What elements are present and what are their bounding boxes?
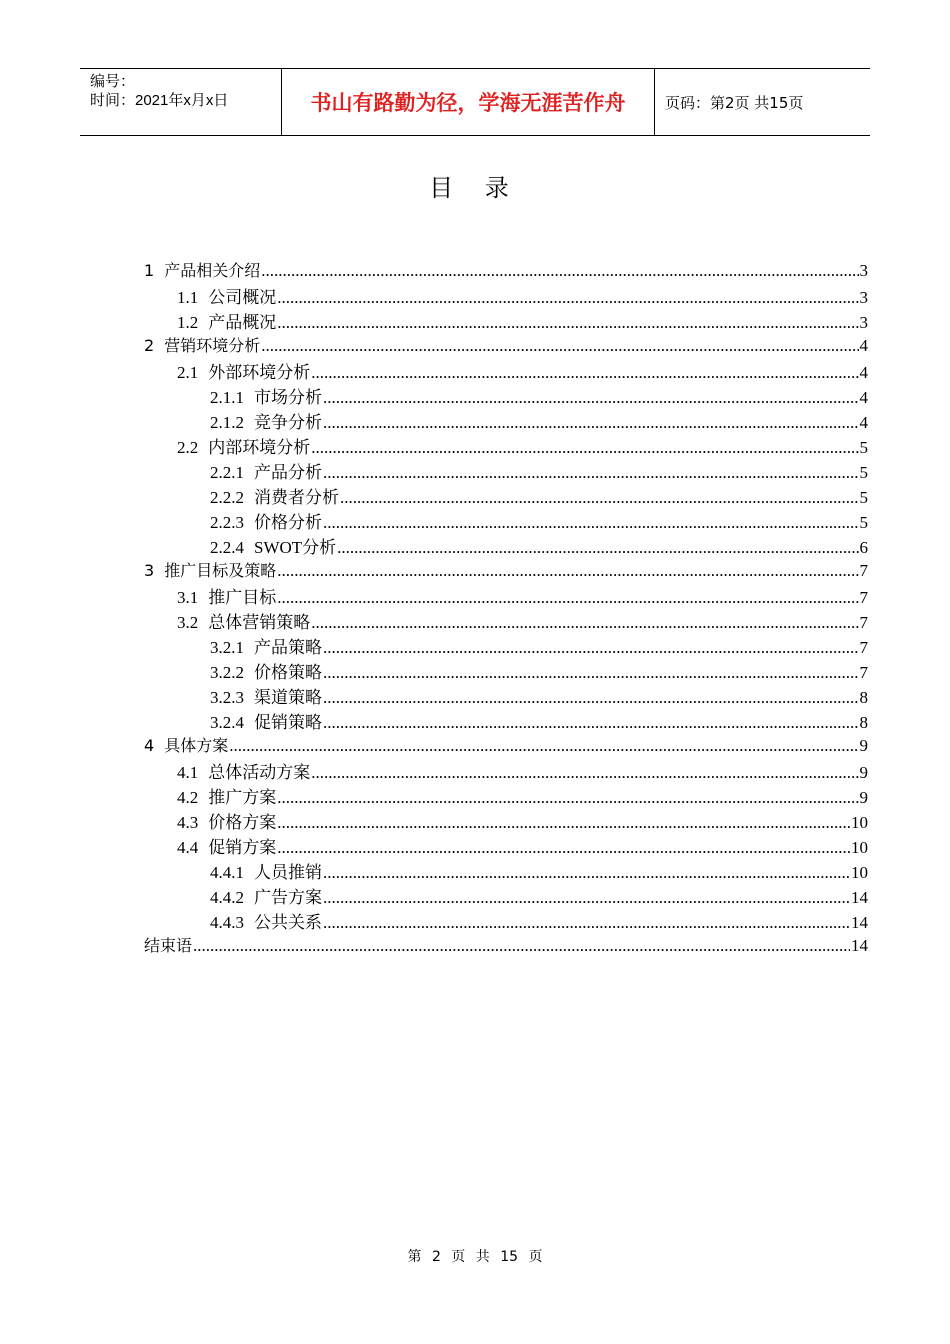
toc-entry-page: 10 [851, 813, 868, 832]
toc-entry-page: 9 [859, 763, 868, 782]
toc-entry-number: 3.2 [177, 613, 199, 632]
toc-dot-leader [323, 463, 859, 483]
toc-entry-title: 产品相关介绍 [164, 261, 261, 280]
toc-entry-number: 2.2.2 [210, 488, 244, 507]
toc-dot-leader [261, 336, 858, 356]
toc-entry-number: 3.2.4 [210, 713, 244, 732]
toc-entry-page: 10 [851, 863, 868, 882]
toc-entry-page: 7 [859, 613, 868, 632]
toc-entry-title: 广告方案 [254, 888, 322, 907]
toc-dot-leader [323, 413, 859, 433]
page-header [80, 68, 870, 136]
toc-entry-number: 2 [144, 336, 155, 355]
toc-entry-number: 2.2.3 [210, 513, 244, 532]
toc-entry-title: 产品分析 [254, 463, 322, 482]
header-motto: 书山有路勤为径，学海无涯苦作舟 [282, 69, 655, 135]
toc-entry-title: 促销策略 [254, 713, 322, 732]
toc-entry-page: 7 [859, 663, 868, 682]
toc-entry-title: 外部环境分析 [208, 363, 311, 382]
toc-entry-number: 3.2.1 [210, 638, 244, 657]
toc-entry-page: 4 [859, 336, 868, 355]
toc-entry-number: 2.2 [177, 438, 199, 457]
toc-entry[interactable] [144, 533, 868, 558]
toc-entry[interactable] [144, 933, 868, 958]
toc-dot-leader [277, 561, 858, 581]
toc-entry-page: 9 [859, 788, 868, 807]
toc-entry-title: 结束语 [144, 936, 193, 955]
toc-entry[interactable] [144, 858, 868, 883]
toc-entry-page: 7 [859, 638, 868, 657]
toc-entry[interactable] [144, 308, 868, 333]
toc-entry-number: 4.2 [177, 788, 199, 807]
toc-dot-leader [277, 838, 850, 858]
toc-entry-title: 营销环境分析 [164, 336, 261, 355]
toc-dot-leader [323, 713, 859, 733]
toc-entry-page: 4 [859, 413, 868, 432]
toc-entry-page: 5 [859, 488, 868, 507]
header-time-label: 时间：2021年x月x日 [90, 92, 229, 109]
toc-dot-leader [311, 763, 858, 783]
toc-entry-number: 2.1 [177, 363, 199, 382]
toc-entry-number: 3.2.3 [210, 688, 244, 707]
toc-entry[interactable] [144, 458, 868, 483]
toc-entry[interactable] [144, 583, 868, 608]
toc-entry-page: 7 [859, 561, 868, 580]
toc-entry-title: 公司概况 [208, 288, 277, 307]
toc-entry-title: 产品策略 [254, 638, 322, 657]
toc-entry-title: 竞争分析 [254, 413, 322, 432]
toc-entry-number: 1.1 [177, 288, 199, 307]
toc-entry-page: 6 [859, 538, 868, 557]
toc-entry-title: 内部环境分析 [208, 438, 311, 457]
toc-entry[interactable] [144, 558, 868, 583]
toc-dot-leader [277, 288, 858, 308]
toc-entry-page: 10 [851, 838, 868, 857]
toc-dot-leader [229, 736, 858, 756]
toc-entry-number: 2.2.1 [210, 463, 244, 482]
toc-entry-number: 4.3 [177, 813, 199, 832]
toc-entry[interactable] [144, 883, 868, 908]
toc-entry-page: 5 [859, 513, 868, 532]
toc-entry-title: 渠道策略 [254, 688, 322, 707]
toc-entry[interactable] [144, 408, 868, 433]
toc-entry[interactable] [144, 333, 868, 358]
toc-entry-title: 总体营销策略 [208, 613, 311, 632]
header-number-label: 编号： [90, 73, 136, 90]
toc-entry-title: 产品概况 [208, 313, 277, 332]
toc-dot-leader [323, 863, 850, 883]
toc-entry-title: 具体方案 [164, 736, 229, 755]
header-page-info: 页码：第2页 共15页 [665, 93, 804, 112]
toc-dot-leader [323, 688, 859, 708]
toc-dot-leader [323, 888, 850, 908]
page-footer: 第 2 页 共 15 页 [407, 1249, 543, 1265]
toc-entry[interactable] [144, 433, 868, 458]
toc-entry-page: 3 [859, 261, 868, 280]
toc-entry[interactable] [144, 258, 868, 283]
toc-dot-leader [323, 638, 859, 658]
toc-dot-leader [277, 813, 850, 833]
toc-entry-title: SWOT分析 [254, 538, 337, 557]
toc-entry[interactable] [144, 683, 868, 708]
toc-entry[interactable] [144, 633, 868, 658]
toc-entry-title: 价格分析 [254, 513, 322, 532]
toc-entry[interactable] [144, 608, 868, 633]
toc-entry-number: 4 [144, 736, 155, 755]
toc-entry-number: 4.4.3 [210, 913, 244, 932]
toc-entry[interactable] [144, 508, 868, 533]
toc-entry[interactable] [144, 908, 868, 933]
toc-dot-leader [193, 936, 850, 956]
toc-entry[interactable] [144, 733, 868, 758]
toc-entry-number: 2.1.1 [210, 388, 244, 407]
toc-dot-leader [323, 663, 859, 683]
toc-entry-number: 4.1 [177, 763, 199, 782]
header-meta [80, 69, 282, 135]
toc-entry[interactable] [144, 783, 868, 808]
toc-entry-page: 4 [859, 363, 868, 382]
toc-entry-title: 价格方案 [208, 813, 277, 832]
toc-entry-number: 3.2.2 [210, 663, 244, 682]
toc-dot-leader [277, 313, 858, 333]
toc-entry[interactable] [144, 658, 868, 683]
toc-entry-title: 总体活动方案 [208, 763, 311, 782]
toc-entry-title: 推广目标及策略 [164, 561, 277, 580]
toc-entry-page: 14 [851, 936, 868, 955]
toc-entry-page: 5 [859, 438, 868, 457]
toc-dot-leader [340, 488, 859, 508]
toc-entry[interactable] [144, 358, 868, 383]
toc-dot-leader [311, 438, 858, 458]
table-of-contents [144, 258, 868, 958]
toc-entry-page: 8 [859, 688, 868, 707]
toc-entry-number: 2.2.4 [210, 538, 244, 557]
toc-entry[interactable] [144, 483, 868, 508]
toc-entry-number: 4.4 [177, 838, 199, 857]
toc-dot-leader [323, 913, 850, 933]
toc-entry-title: 促销方案 [208, 838, 277, 857]
toc-entry-number: 4.4.1 [210, 863, 244, 882]
toc-entry-page: 14 [851, 913, 868, 932]
toc-entry-page: 3 [859, 288, 868, 307]
toc-entry-page: 14 [851, 888, 868, 907]
toc-entry[interactable] [144, 833, 868, 858]
toc-dot-leader [323, 388, 859, 408]
toc-dot-leader [323, 513, 859, 533]
toc-entry-number: 1.2 [177, 313, 199, 332]
toc-dot-leader [277, 788, 858, 808]
toc-dot-leader [277, 588, 858, 608]
toc-entry-number: 1 [144, 261, 155, 280]
toc-dot-leader [311, 613, 858, 633]
toc-entry-page: 8 [859, 713, 868, 732]
toc-entry-number: 4.4.2 [210, 888, 244, 907]
toc-dot-leader [261, 261, 858, 281]
toc-entry[interactable] [144, 283, 868, 308]
page-title: 目 录 [429, 174, 521, 202]
toc-entry-title: 人员推销 [254, 863, 322, 882]
toc-entry-page: 9 [859, 736, 868, 755]
toc-entry[interactable] [144, 758, 868, 783]
toc-entry-page: 7 [859, 588, 868, 607]
toc-entry[interactable] [144, 808, 868, 833]
toc-entry-title: 推广目标 [208, 588, 277, 607]
toc-dot-leader [311, 363, 858, 383]
toc-entry-page: 3 [859, 313, 868, 332]
toc-entry-title: 推广方案 [208, 788, 277, 807]
toc-entry-title: 价格策略 [254, 663, 322, 682]
toc-entry-number: 3 [144, 561, 155, 580]
toc-entry[interactable] [144, 708, 868, 733]
toc-entry-page: 4 [859, 388, 868, 407]
toc-entry-number: 3.1 [177, 588, 199, 607]
toc-entry[interactable] [144, 383, 868, 408]
toc-entry-page: 5 [859, 463, 868, 482]
toc-entry-title: 市场分析 [254, 388, 322, 407]
toc-entry-title: 公共关系 [254, 913, 322, 932]
toc-entry-number: 2.1.2 [210, 413, 244, 432]
toc-dot-leader [337, 538, 858, 558]
toc-entry-title: 消费者分析 [254, 488, 339, 507]
